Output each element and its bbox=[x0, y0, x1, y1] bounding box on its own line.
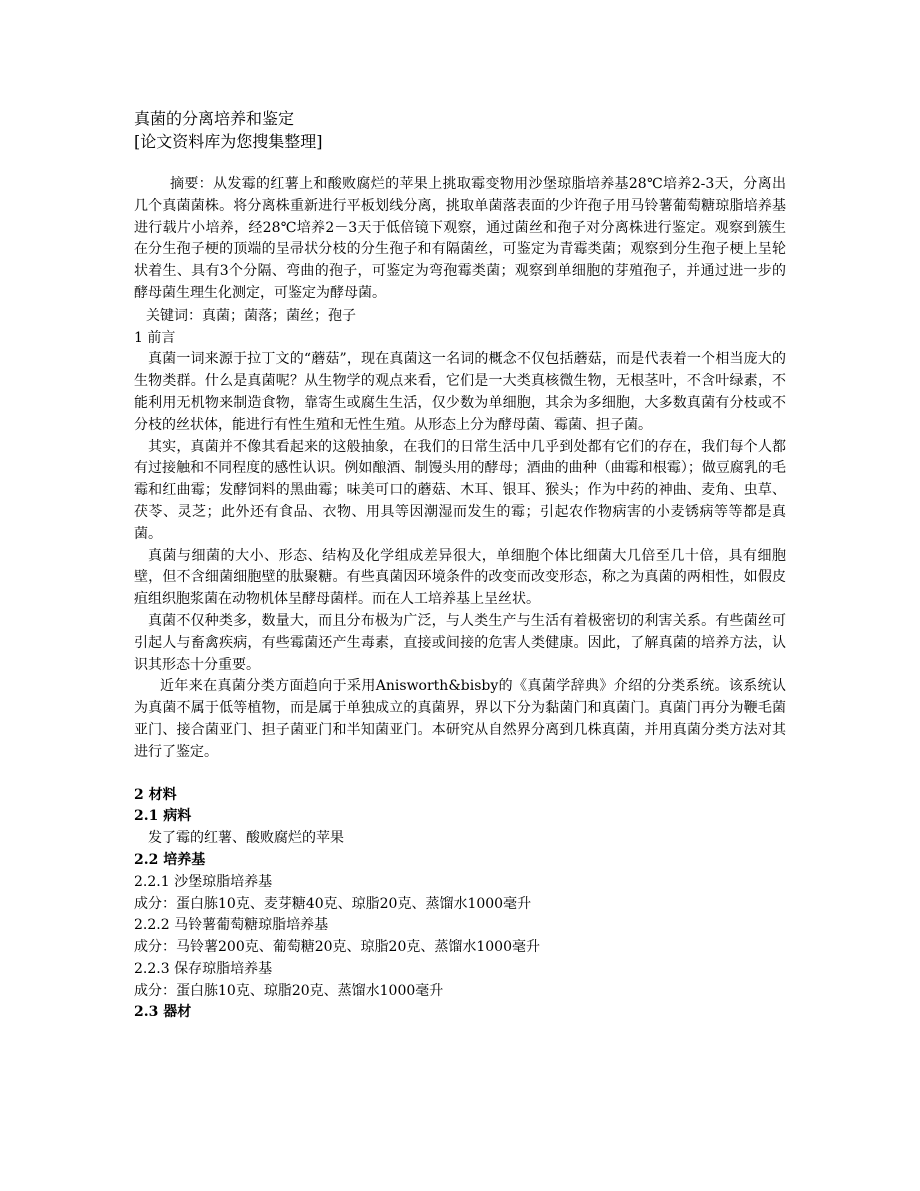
section-2-2-2-composition: 成分：马铃薯200克、葡萄糖20克、琼脂20克、蒸馏水1000毫升 bbox=[134, 939, 540, 956]
section-spacer bbox=[134, 764, 786, 785]
intro-paragraph-2: 其实，真菌并不像其看起来的这般抽象，在我们的日常生活中几乎到处都有它们的存在，我们每个人都有过接触和不同程度的感性认识。例如酿酒、制馒头用的酵母；酒曲的曲种（曲霉和根霉）；做豆腐乳的毛霉和红曲霉；发酵饲料的黑曲霉；味美可口的蘑菇、木耳、银耳、猴头；作为中药的神曲、麦角、虫草、茯苓、灵芝；此外还有食品、衣物、用具等因潮湿而发生的霉；引起农作物病害的小麦锈病等等都是真菌。 bbox=[134, 438, 786, 542]
document-title: 真菌的分离培养和鉴定 bbox=[134, 109, 295, 128]
section-2-heading: 2 材料 bbox=[134, 786, 177, 803]
section-2-2-3-composition: 成分：蛋白胨10克、琼脂20克、蒸馏水1000毫升 bbox=[134, 982, 444, 999]
section-2-3-heading: 2.3 器材 bbox=[134, 1004, 192, 1021]
intro-paragraph-4: 真菌不仅种类多，数量大，而且分布极为广泛，与人类生产与生活有着极密切的利害关系。有些菌丝可引起人与畜禽疾病，有些霉菌还产生毒素，直接或间接的危害人类健康。因此，了解真菌的培养方法，认识其形态十分重要。 bbox=[134, 612, 786, 673]
section-2-2-heading: 2.2 培养基 bbox=[134, 851, 206, 868]
abstract-paragraph: 摘要：从发霉的红薯上和酸败腐烂的苹果上挑取霉变物用沙堡琼脂培养基28℃培养2-3天，分离出几个真菌菌株。将分离株重新进行平板划线分离，挑取单菌落表面的少许孢子用马铃薯葡萄糖琼脂培养基进行载片小培养，经28℃培养2－3天于低倍镜下观察，通过菌丝和孢子对分离株进行鉴定。观察到簇生在分生孢子梗的顶端的呈帚状分枝的分生孢子和有隔菌丝，可鉴定为青霉类菌；观察到分生孢子梗上呈轮状着生、具有3个分隔、弯曲的孢子，可鉴定为弯孢霉类菌；观察到单细胞的芽殖孢子，并通过进一步的酵母菌生理生化测定，可鉴定为酵母菌。 bbox=[134, 176, 786, 301]
keywords-line: 关键词：真菌；菌落；菌丝；孢子 bbox=[146, 307, 356, 324]
intro-paragraph-1: 真菌一词来源于拉丁文的“蘑菇”，现在真菌这一名词的概念不仅包括蘑菇，而是代表着一个相当庞大的生物类群。什么是真菌呢？从生物学的观点来看，它们是一大类真核微生物，无根茎叶，不含叶绿素，不能利用无机物来制造食物，靠寄生或腐生生活，仅少数为单细胞，其余为多细胞，大多数真菌有分枝或不分枝的丝状体，能进行有性生殖和无性生殖。从形态上分为酵母菌、霉菌、担子菌。 bbox=[134, 351, 786, 433]
intro-paragraph-5: 近年来在真菌分类方面趋向于采用Anisworth&bisby的《真菌学辞典》介绍的分类系统。该系统认为真菌不属于低等植物，而是属于单独成立的真菌界，界以下分为黏菌门和真菌门。真菌门再分为鞭毛菌亚门、接合菌亚门、担子菌亚门和半知菌亚门。本研究从自然界分离到几株真菌，并用真菌分类方法对其进行了鉴定。 bbox=[134, 678, 786, 760]
section-2-2-1-composition: 成分：蛋白胨10克、麦芽糖40克、琼脂20克、蒸馏水1000毫升 bbox=[134, 895, 532, 912]
section-2-1-text: 发了霉的红薯、酸败腐烂的苹果 bbox=[148, 830, 344, 847]
section-2-1-heading: 2.1 病料 bbox=[134, 808, 192, 825]
section-2-2-2-title: 2.2.2 马铃薯葡萄糖琼脂培养基 bbox=[134, 917, 329, 934]
document-page bbox=[134, 108, 786, 1024]
intro-paragraph-3: 真菌与细菌的大小、形态、结构及化学组成差异很大，单细胞个体比细菌大几倍至几十倍，具有细胞壁，但不含细菌细胞壁的肽聚糖。有些真菌因环境条件的改变而改变形态，称之为真菌的两相性，如假皮疽组织胞浆菌在动物机体呈酵母菌样。而在人工培养基上呈丝状。 bbox=[134, 547, 786, 608]
section-2-2-1-title: 2.2.1 沙堡琼脂培养基 bbox=[134, 873, 273, 890]
section-1-heading: 1 前言 bbox=[134, 329, 176, 346]
document-source: [论文资料库为您搜集整理] bbox=[134, 132, 323, 151]
section-2-2-3-title: 2.2.3 保存琼脂培养基 bbox=[134, 960, 273, 977]
